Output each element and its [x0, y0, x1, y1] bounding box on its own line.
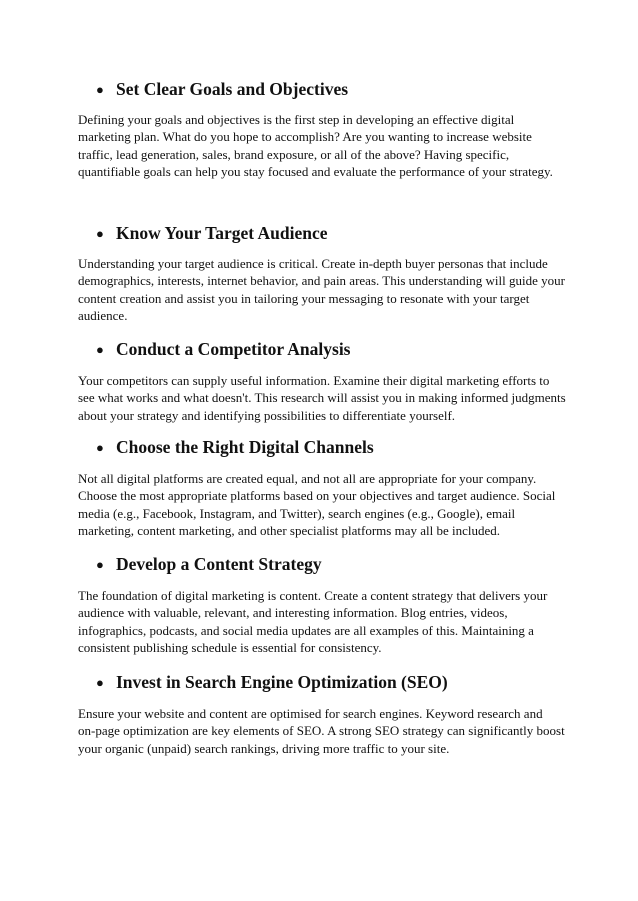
section-heading: [96, 78, 580, 101]
body-line: Choose the most appropriate platforms based on your objectives and target audience. Social: [78, 488, 556, 504]
section-body: [78, 587, 568, 656]
body-line: Not all digital platforms are created equal, and not all are appropriate for your company.: [78, 471, 537, 486]
body-line: your organic (unpaid) search rankings, driving more traffic to your site.: [78, 740, 450, 756]
heading-text: Conduct a Competitor Analysis: [116, 339, 351, 359]
heading-text: Set Clear Goals and Objectives: [116, 79, 349, 99]
section-seo: [78, 671, 580, 757]
section-body: [78, 255, 568, 324]
bullet-icon: ●: [96, 342, 104, 357]
section-body: [78, 372, 568, 424]
bullet-icon: ●: [96, 675, 104, 690]
bullet-icon: ●: [96, 557, 104, 572]
section-target-audience: [78, 222, 580, 324]
bullet-icon: ●: [96, 82, 104, 97]
section-heading: [96, 671, 580, 694]
body-line: quantifiable goals can help you stay focused and evaluate the performance of your strategy.: [78, 163, 553, 179]
section-heading: [96, 436, 580, 459]
heading-text: Invest in Search Engine Optimization (SEO): [116, 672, 448, 692]
section-heading: [96, 338, 580, 361]
body-line: media (e.g., Facebook, Instagram, and Twitter), search engines (e.g., Google), email: [78, 505, 516, 521]
body-line: Defining your goals and objectives is the first step in developing an effective digital: [78, 112, 515, 127]
section-digital-channels: [78, 436, 580, 539]
body-line: audience.: [78, 307, 128, 323]
section-content-strategy: [78, 553, 580, 656]
heading-text: Know Your Target Audience: [116, 223, 328, 243]
section-body: [78, 111, 568, 180]
body-line: infographics, podcasts, and social media updates are all examples of this. Maintaining a: [78, 622, 534, 638]
body-line: about your strategy and identifying possibilities to differentiate yourself.: [78, 407, 456, 423]
heading-text: Choose the Right Digital Channels: [116, 437, 374, 457]
body-line: see what works and what doesn't. This research will assist you in making informed judgments: [78, 390, 566, 406]
body-line: traffic, lead generation, sales, brand exposure, or all of the above? Having specific,: [78, 146, 510, 162]
bullet-icon: ●: [96, 226, 104, 241]
body-line: marketing plan. What do you hope to accomplish? Are you wanting to increase website: [78, 129, 532, 145]
body-line: audience with valuable, relevant, and interesting information. Blog entries, videos,: [78, 605, 508, 621]
section-competitor-analysis: [78, 338, 580, 424]
body-line: consistent publishing schedule is essential for consistency.: [78, 639, 382, 655]
section-body: [78, 470, 568, 539]
section-body: [78, 705, 568, 757]
body-line: The foundation of digital marketing is content. Create a content strategy that delivers your: [78, 588, 548, 603]
body-line: marketing, content marketing, and other specialist platforms may all be included.: [78, 522, 501, 538]
section-set-goals: [78, 78, 580, 180]
body-line: on-page optimization are key elements of SEO. A strong SEO strategy can significantly boost: [78, 723, 565, 739]
body-line: content creation and assist you in tailoring your messaging to resonate with your target: [78, 290, 530, 306]
body-line: Understanding your target audience is critical. Create in-depth buyer personas that include: [78, 256, 548, 271]
body-line: Ensure your website and content are optimised for search engines. Keyword research and: [78, 706, 543, 721]
section-heading: [96, 222, 580, 245]
bullet-icon: ●: [96, 440, 104, 455]
section-heading: [96, 553, 580, 576]
body-line: Your competitors can supply useful information. Examine their digital marketing efforts to: [78, 373, 550, 388]
heading-text: Develop a Content Strategy: [116, 554, 322, 574]
body-line: demographics, interests, internet behavior, and pain areas. This understanding will guide your: [78, 273, 565, 289]
